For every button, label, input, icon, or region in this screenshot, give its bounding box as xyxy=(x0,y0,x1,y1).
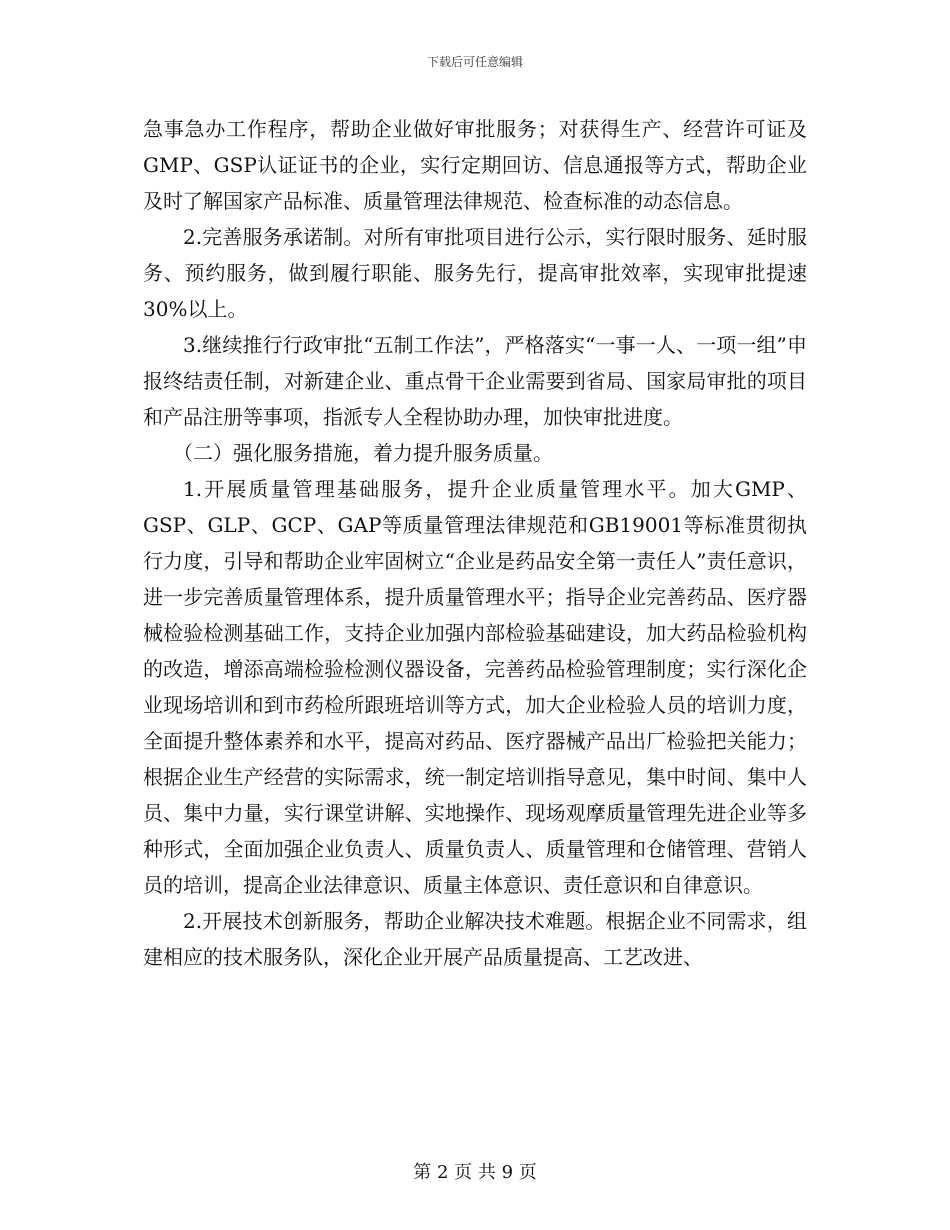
section-heading: （二）强化服务措施，着力提升服务质量。 xyxy=(173,441,553,465)
page-footer: 第 2 页 共 9 页 xyxy=(413,1162,537,1183)
document-body xyxy=(143,111,807,975)
page-header: 下载后可任意编辑 xyxy=(426,55,523,69)
paragraph-item-1: 1.开展质量管理基础服务，提升企业质量管理水平。加大GMP、GSP、GLP、GCP、GAP等质量管理法律规范和GB19001等标准贯彻执行力度，引导和帮助企业牢固树立“企业是药品安全第一责任人”责任意识，进一步完善质量管理体系，提升质量管理水平；指导企业完善药品、医疗器械检验检测基础工作，支持企业加强内部检验基础建设，加大药品检验机构的改造，增添高端检验检测仪器设备，完善药品检验管理制度；实行深化企业现场培训和到市药检所跟班培训等方式，加大企业检验人员的培训力度，全面提升整体素养和水平，提高对药品、医疗器械产品出厂检验把关能力；根据企业生产经营的实际需求，统一制定培训指导意见，集中时间、集中人员、集中力量，实行课堂讲解、实地操作、现场观摩质量管理先进企业等多种形式，全面加强企业负责人、质量负责人、质量管理和仓储管理、营销人员的培训，提高企业法律意识、质量主体意识、责任意识和自律意识。 xyxy=(143,477,807,897)
paragraph-continued: 急事急办工作程序，帮助企业做好审批服务；对获得生产、经营许可证及GMP、GSP认证证书的企业，实行定期回访、信息通报等方式，帮助企业及时了解国家产品标准、质量管理法律规范、检查标准的动态信息。 xyxy=(143,117,807,213)
paragraph-item-2b: 2.开展技术创新服务，帮助企业解决技术难题。根据企业不同需求，组建相应的技术服务队，深化企业开展产品质量提高、工艺改进、 xyxy=(143,909,807,969)
paragraph-item-3: 3.继续推行行政审批“五制工作法”，严格落实“一事一人、一项一组”申报终结责任制，对新建企业、重点骨干企业需要到省局、国家局审批的项目和产品注册等事项，指派专人全程协助办理，加快审批进度。 xyxy=(143,333,807,429)
paragraph-item-2: 2.完善服务承诺制。对所有审批项目进行公示，实行限时服务、延时服务、预约服务，做到履行职能、服务先行，提高审批效率，实现审批提速30%以上。 xyxy=(143,225,807,321)
